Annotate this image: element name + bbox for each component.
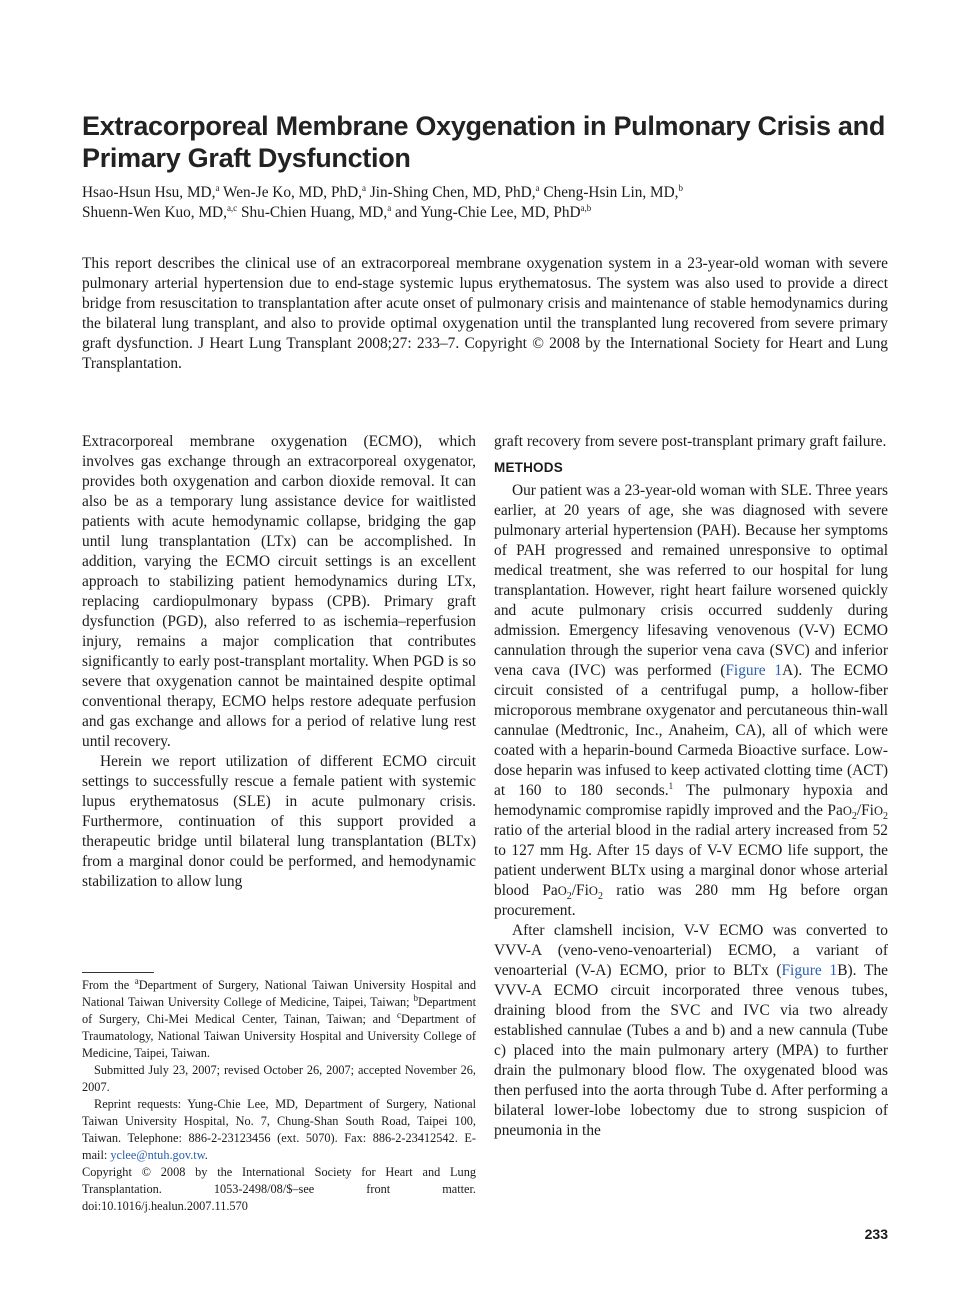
right-column [494, 432, 888, 1141]
author-name: Cheng-Hsin Lin, MD, [543, 184, 679, 201]
author-affiliation-mark: a,b [580, 202, 592, 213]
methods-paragraph-2: After clamshell incision, V-V ECMO was converted to VVV-A (veno-veno-venoarterial) ECMO, a variant of venoarterial (V-A) ECMO, prior to BLTx (Figure 1B). The VVV-A ECMO circuit incorporated three venous tubes, draining blood from the SVC and IVC via two already established cannulae (Tubes a and b) and a new cannula (Tube c) placed into the main pulmonary artery (MPA) to further drain the pulmonary blood flow. The oxygenated blood was then perfused into the aorta through Tube d. After performing a bilateral lower-lobe lobectomy due to strong suspicion of pneumonia in the [494, 922, 888, 1139]
author-name: Wen-Je Ko, MD, PhD, [223, 184, 362, 201]
author-list [82, 183, 892, 223]
methods-heading: METHODS [494, 460, 563, 475]
left-column [82, 432, 476, 892]
author-name: and Yung-Chie Lee, MD, PhD [395, 204, 581, 221]
affiliations: From the $^a$Department of Surgery, National Taiwan University Hospital and National Taiwan University College of Medicine, Taipei, Taiwan; $^b$Department of Surgery, Chi-Mei Medical Center, Tainan, Taiwan; and $^c$Department of Traumatology, National Taiwan University Hospital and University College of Medicine, Taipei, Taiwan. [82, 975, 476, 1060]
submission-dates: Submitted July 23, 2007; revised October 26, 2007; accepted November 26, 2007. [82, 1063, 476, 1094]
methods-paragraph-1: Our patient was a 23-year-old woman with SLE. Three years earlier, at 20 years of age, she was diagnosed with severe pulmonary arterial hypertension (PAH). Because her symptoms of PAH progressed and remained unresponsive to optimal medical treatment, she was referred to our hospital for lung transplantation. However, right heart failure worsened quickly and acute pulmonary crisis occurred suddenly during admission. Emergency lifesaving venovenous (V-V) ECMO cannulation through the superior vena cava (SVC) and inferior vena cava (IVC) was performed (Figure 1A). The ECMO circuit consisted of a centrifugal pump, a hollow-fiber microporous membrane oxygenator and percutaneous thin-wall cannulae (Medtronic, Inc., Anaheim, CA), all of which were coated with a heparin-bound Carmeda Bioactive surface. Low-dose heparin was infused to keep activated clotting time (ACT) at 160 to 180 seconds.$^1$ The pulmonary hypoxia and hemodynamic compromise rapidly improved and the PaO$_2$/FiO$_2$ ratio of the arterial blood in the radial artery increased from 52 to 127 mm Hg. After 15 days of V-V ECMO life support, the patient underwent BLTx using a marginal donor whose arterial blood PaO$_2$/FiO$_2$ ratio was 280 mm Hg before organ procurement. [494, 482, 889, 919]
author-name: Jin-Shing Chen, MD, PhD, [369, 184, 536, 201]
page-number: 233 [864, 1226, 888, 1242]
intro-paragraph-2: Herein we report utilization of different ECMO circuit settings to successfully rescue a female patient with systemic lupus erythematosus (SLE) in acute pulmonary crisis. Furthermore, continuation of this support provided a therapeutic bridge until bilateral lung transplantation (BLTx) from a marginal donor could be performed, and hemodynamic stabilization to allow lung [82, 753, 476, 890]
footnotes [82, 977, 476, 1215]
author-name: Shu-Chien Huang, MD, [241, 204, 388, 221]
intro-paragraph-1: Extracorporeal membrane oxygenation (ECMO), which involves gas exchange through an extracorporeal oxygenator, provides both oxygenation and carbon dioxide removal. It can also be as a temporary lung assistance device for waitlisted patients with acute hemodynamic collapse, bridging the gap until lung transplantation (LTx) can be accomplished. In addition, varying the ECMO circuit settings is an excellent approach to stabilizing patient hemodynamics during LTx, replacing cardiopulmonary bypass (CPB). Primary graft dysfunction (PGD), also referred to as ischemia–reperfusion injury, remains a major complication that contributes significantly to early post-transplant mortality. When PGD is so severe that oxygenation cannot be maintained despite optimal conventional therapy, ECMO helps restore adequate perfusion and gas exchange and allows for a period of relative lung rest until recovery. [82, 433, 476, 750]
article-title: Extracorporeal Membrane Oxygenation in Pulmonary Crisis and Primary Graft Dysfunction [82, 111, 886, 173]
figure-1-link[interactable]: Figure 1 [725, 662, 783, 679]
author-name: Shuenn-Wen Kuo, MD, [82, 204, 227, 221]
email-link[interactable]: yclee@ntuh.gov.tw [110, 1148, 205, 1162]
author-affiliation-mark: b [678, 182, 683, 193]
abstract: This report describes the clinical use of an extracorporeal membrane oxygenation system in a 23-year-old woman with severe pulmonary arterial hypertension due to end-stage systemic lupus erythematosus. The system was also used to provide a direct bridge from resuscitation to transplantation after acute onset of pulmonary crisis and maintenance of stable hemodynamics during the bilateral lung transplant, and also to provide optimal oxygenation until the transplanted lung recovered from severe primary graft dysfunction. J Heart Lung Transplant 2008;27: 233–7. Copyright © 2008 by the International Society for Heart and Lung Transplantation. [82, 255, 888, 372]
reference-1[interactable]: 1 [668, 780, 674, 791]
figure-1-link[interactable]: Figure 1 [781, 962, 838, 979]
author-name: Hsao-Hsun Hsu, MD, [82, 184, 216, 201]
author-affiliation-mark: a [215, 182, 220, 193]
intro-continuation: graft recovery from severe post-transplant primary graft failure. [494, 433, 887, 450]
reprint-requests: Reprint requests: Yung-Chie Lee, MD, Department of Surgery, National Taiwan University Hospital, No. 7, Chung-Shan South Road, Taipei 100, Taiwan. Telephone: 886-2-23123456 (ext. 5070). Fax: 886-2-23412542. E-mail: yclee@ntuh.gov.tw. [82, 1097, 476, 1162]
footnote-rule [82, 972, 154, 973]
author-affiliation-mark: a,c [226, 202, 238, 213]
copyright-notice: Copyright © 2008 by the International Society for Heart and Lung Transplantation. 1053-2498/08/$–see front matter. doi:10.1016/j.healun.2007.11.570 [82, 1165, 476, 1213]
author-affiliation-mark: a [361, 182, 366, 193]
author-affiliation-mark: a [387, 202, 392, 213]
author-affiliation-mark: a [535, 182, 540, 193]
